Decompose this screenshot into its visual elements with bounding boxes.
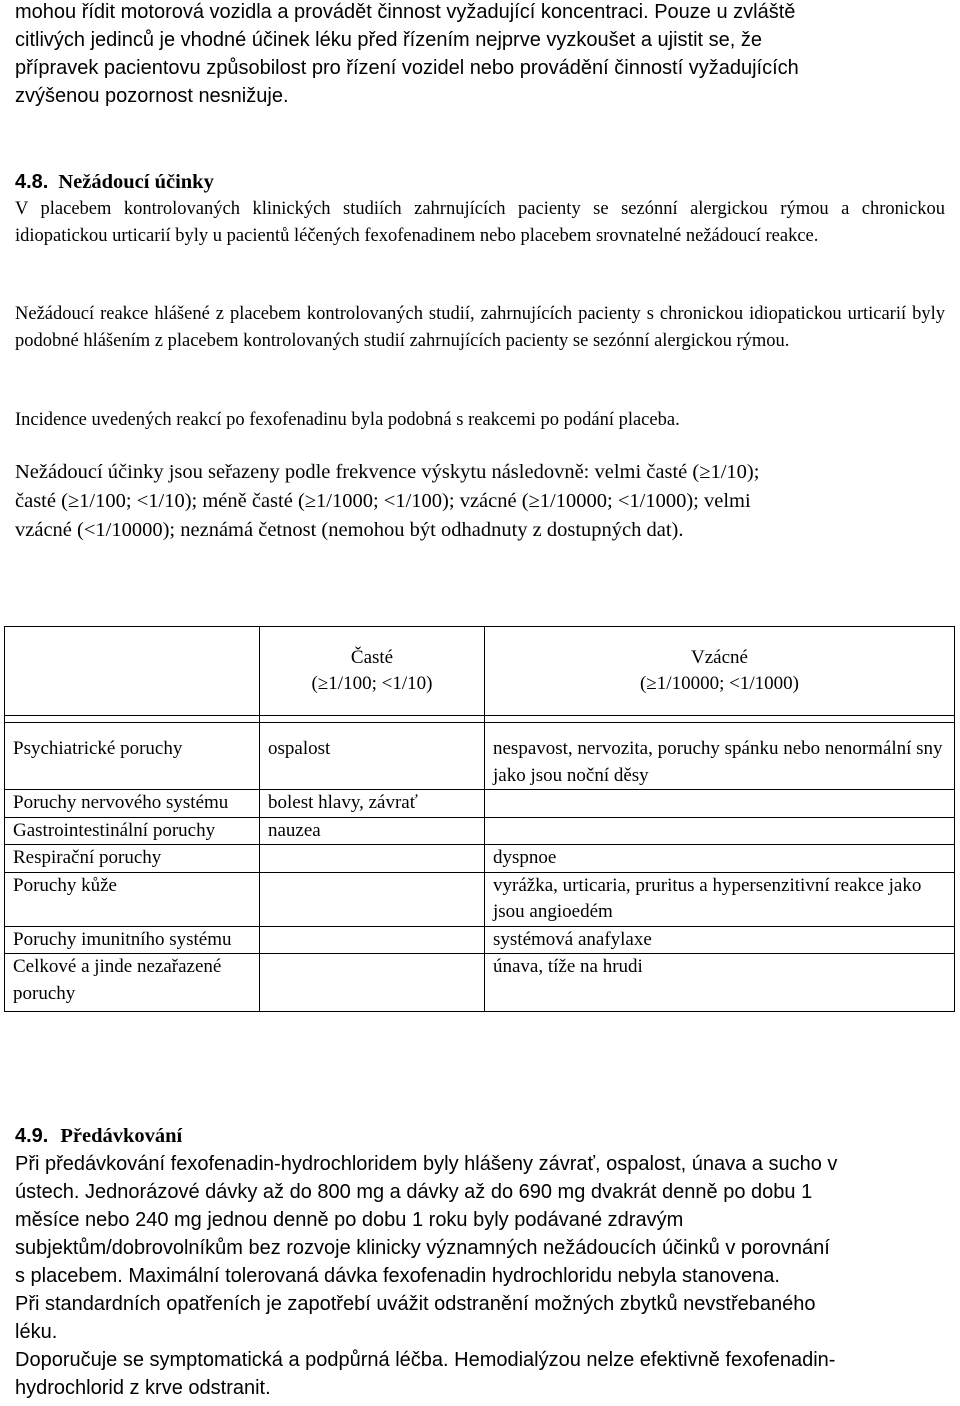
table-row xyxy=(5,872,955,926)
header-cell-organ xyxy=(5,627,260,716)
overdose-line: hydrochlorid z krve odstranit. xyxy=(15,1377,271,1399)
table-row xyxy=(5,926,955,954)
common-cell: ospalost xyxy=(260,723,485,790)
section-heading-4-9 xyxy=(15,1122,945,1151)
common-cell: bolest hlavy, závrať xyxy=(260,790,485,818)
header-rare-label: Vzácné xyxy=(691,646,748,668)
overdose-line: s placebem. Maximální tolerovaná dávka fexofenadin hydrochloridu nebyla stanovena. xyxy=(15,1265,780,1287)
organ-cell: Psychiatrické poruchy xyxy=(5,723,260,790)
header-cell-common xyxy=(260,627,485,716)
paragraph-placebo-studies xyxy=(15,196,945,249)
paragraph-frequency xyxy=(15,458,945,545)
rare-cell: systémová anafylaxe xyxy=(485,926,955,954)
table-row xyxy=(5,845,955,873)
common-cell xyxy=(260,872,485,926)
overdose-paragraph xyxy=(15,1150,945,1402)
table-header-row xyxy=(5,627,955,716)
organ-cell: Gastrointestinální poruchy xyxy=(5,817,260,845)
frequency-line: časté (≥1/100; <1/10); méně časté (≥1/1000; <1/100); vzácné (≥1/10000; <1/1000); velmi xyxy=(15,490,751,512)
intro-line: mohou řídit motorová vozidla a provádět činnost vyžadující koncentraci. Pouze u zvláště xyxy=(15,1,796,23)
rare-cell: dyspnoe xyxy=(485,845,955,873)
section-title: Předávkování xyxy=(60,1125,183,1147)
table-row xyxy=(5,954,955,1012)
intro-line: citlivých jedinců je vhodné účinek léku před řízením nejprve vyzkoušet a ujistit se, že xyxy=(15,29,763,51)
header-cell-rare xyxy=(485,627,955,716)
spacer-cell xyxy=(485,716,955,723)
common-cell xyxy=(260,845,485,873)
overdose-line: Při předávkování fexofenadin-hydrochloridem byly hlášeny závrať, ospalost, únava a sucho v xyxy=(15,1153,838,1175)
spacer-cell xyxy=(260,716,485,723)
rare-cell xyxy=(485,817,955,845)
paragraph-reports xyxy=(15,301,945,354)
rare-cell xyxy=(485,790,955,818)
intro-line: přípravek pacientovu způsobilost pro řízení vozidel nebo provádění činností vyžadujících xyxy=(15,57,799,79)
paragraph-text: Nežádoucí reakce hlášené z placebem kontrolovaných studií, zahrnujících pacienty s chronickou idiopatickou urticarií byly podobné hlášením z placebem kontrolovaných studií zahrnujících pacienty se sezónní alergickou rýmou. xyxy=(15,304,945,351)
organ-cell: Respirační poruchy xyxy=(5,845,260,873)
frequency-line: Nežádoucí účinky jsou seřazeny podle frekvence výskytu následovně: velmi časté (≥1/10); xyxy=(15,461,760,483)
adverse-effects-table xyxy=(4,626,955,1012)
section-number: 4.9. xyxy=(15,1125,49,1147)
overdose-line: Při standardních opatřeních je zapotřebí uvážit odstranění možných zbytků nevstřebaného xyxy=(15,1293,816,1315)
common-cell xyxy=(260,954,485,1012)
header-common-label: Časté xyxy=(350,646,394,668)
common-cell xyxy=(260,926,485,954)
organ-cell: Poruchy imunitního systému xyxy=(5,926,260,954)
section-number: 4.8. xyxy=(15,171,49,193)
overdose-line: léku. xyxy=(15,1321,58,1343)
organ-cell: Poruchy kůže xyxy=(5,872,260,926)
organ-cell: Celkové a jinde nezařazené poruchy xyxy=(5,954,260,1012)
header-rare-range: (≥1/10000; <1/1000) xyxy=(640,673,799,694)
rare-cell: únava, tíže na hrudi xyxy=(485,954,955,1012)
table-row xyxy=(5,790,955,818)
rare-cell: nespavost, nervozita, poruchy spánku nebo nenormální sny jako jsou noční děsy xyxy=(485,723,955,790)
table-row xyxy=(5,723,955,790)
overdose-line: Doporučuje se symptomatická a podpůrná léčba. Hemodialýzou nelze efektivně fexofenadin- xyxy=(15,1349,836,1371)
paragraph-text: V placebem kontrolovaných klinických studiích zahrnujících pacienty se sezónní alergickou rýmou a chronickou idiopatickou urticarií byly u pacientů léčených fexofenadinem nebo placebem srovnatelné nežádoucí reakce. xyxy=(15,199,945,246)
common-cell: nauzea xyxy=(260,817,485,845)
section-heading-4-8 xyxy=(15,168,945,197)
header-common-range: (≥1/100; <1/10) xyxy=(311,673,433,694)
paragraph-text: Incidence uvedených reakcí po fexofenadinu byla podobná s reakcemi po podání placeba. xyxy=(15,410,680,430)
overdose-line: ústech. Jednorázové dávky až do 800 mg a dávky až do 690 mg dvakrát denně po dobu 1 xyxy=(15,1181,813,1203)
frequency-line: vzácné (<1/10000); neznámá četnost (nemohou být odhadnuty z dostupných dat). xyxy=(15,519,684,541)
overdose-line: měsíce nebo 240 mg jednou denně po dobu 1 roku byly podávané zdravým xyxy=(15,1209,684,1231)
paragraph-incidence xyxy=(15,407,945,434)
intro-line: zvýšenou pozornost nesnižuje. xyxy=(15,85,289,107)
spacer-cell xyxy=(5,716,260,723)
organ-cell: Poruchy nervového systému xyxy=(5,790,260,818)
intro-paragraph xyxy=(15,0,945,110)
table-row xyxy=(5,817,955,845)
overdose-line: subjektům/dobrovolníkům bez rozvoje klinicky významných nežádoucích účinků v porovnání xyxy=(15,1237,830,1259)
section-title: Nežádoucí účinky xyxy=(58,171,214,193)
rare-cell: vyrážka, urticaria, pruritus a hypersenzitivní reakce jako jsou angioedém xyxy=(485,872,955,926)
table-spacer-row xyxy=(5,716,955,723)
